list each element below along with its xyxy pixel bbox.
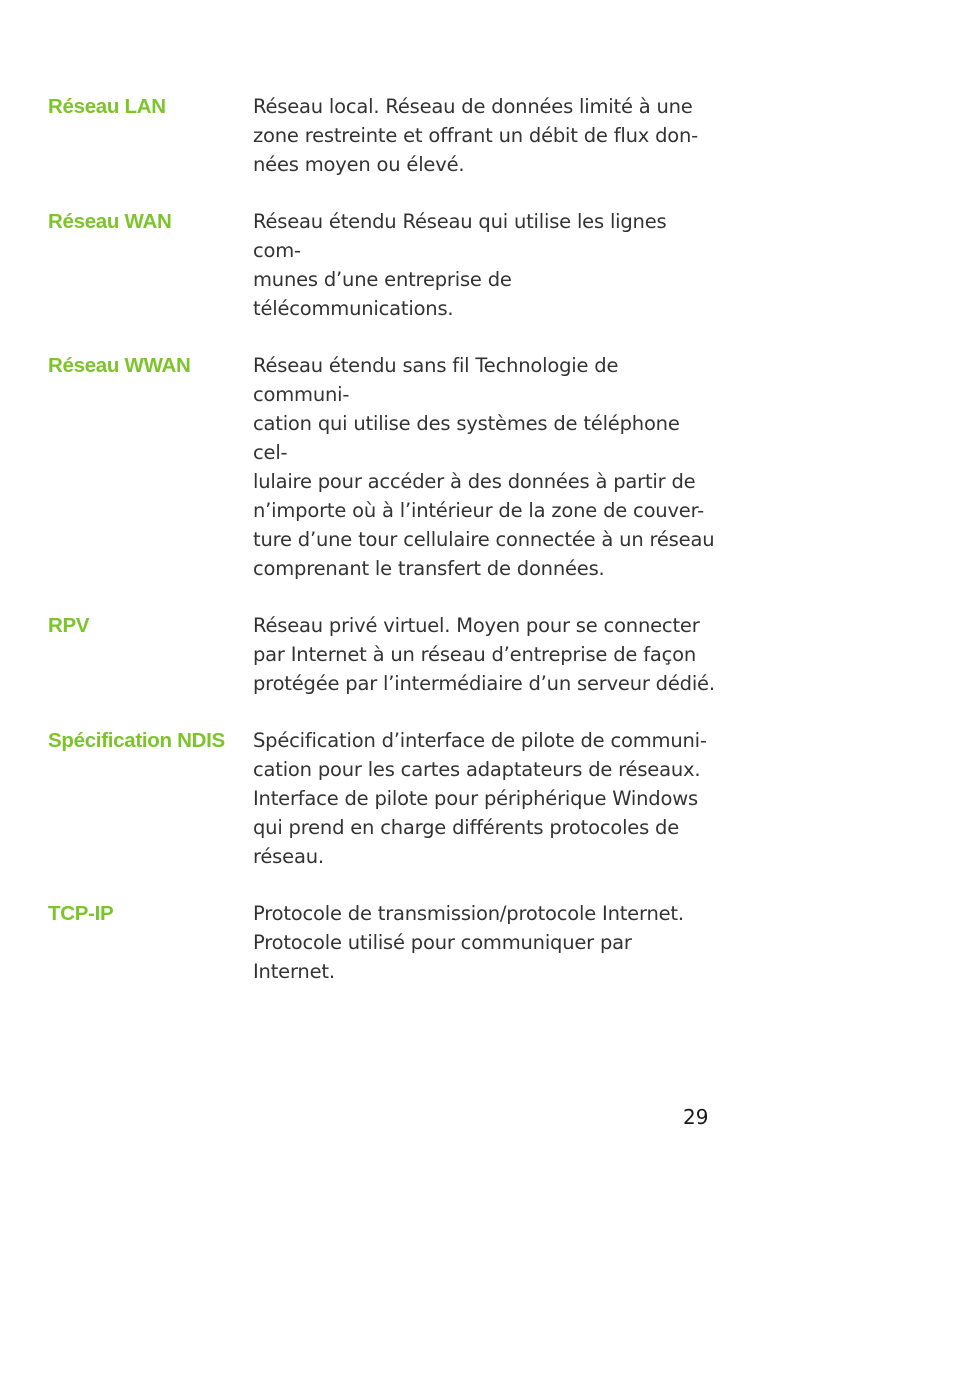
- glossary-definition: Réseau privé virtuel. Moyen pour se connecter par Internet à un réseau d’entreprise de façon protégée par l’intermédiaire d’un serveur dédié.: [253, 614, 715, 695]
- glossary-entry-reseau-wwan: [48, 351, 718, 583]
- glossary-entry-specification-ndis: [48, 726, 718, 871]
- glossary-entry-rpv: [48, 611, 718, 698]
- glossary-entry-reseau-lan: [48, 92, 718, 179]
- glossary-definition: Spécification d’interface de pilote de communi- cation pour les cartes adaptateurs de réseaux. Interface de pilote pour périphérique Windows qui prend en charge différents protocoles de réseau.: [253, 729, 707, 868]
- glossary-term: Réseau WWAN: [48, 354, 191, 377]
- glossary-term: Spécification NDIS: [48, 729, 225, 752]
- glossary-term: TCP-IP: [48, 902, 114, 925]
- page-number: 29: [683, 1105, 709, 1129]
- glossary-definition: Réseau étendu Réseau qui utilise les lignes com- munes d’une entreprise de télécommunications.: [253, 210, 667, 320]
- glossary-term: Réseau LAN: [48, 95, 166, 118]
- glossary-entry-tcp-ip: [48, 899, 718, 986]
- glossary-definition: Réseau local. Réseau de données limité à une zone restreinte et offrant un débit de flux don- nées moyen ou élevé.: [253, 95, 698, 176]
- glossary-term: Réseau WAN: [48, 210, 172, 233]
- glossary-term: RPV: [48, 614, 90, 637]
- glossary-entry-reseau-wan: [48, 207, 718, 323]
- glossary-list: [48, 92, 718, 1014]
- glossary-definition: Protocole de transmission/protocole Internet. Protocole utilisé pour communiquer par Internet.: [253, 902, 684, 983]
- glossary-definition: Réseau étendu sans fil Technologie de communi- cation qui utilise des systèmes de téléphone cel- lulaire pour accéder à des données à partir de n’importe où à l’intérieur de la zone de couver- ture d’une tour cellulaire connectée à un réseau comprenant le transfert de données.: [253, 354, 715, 580]
